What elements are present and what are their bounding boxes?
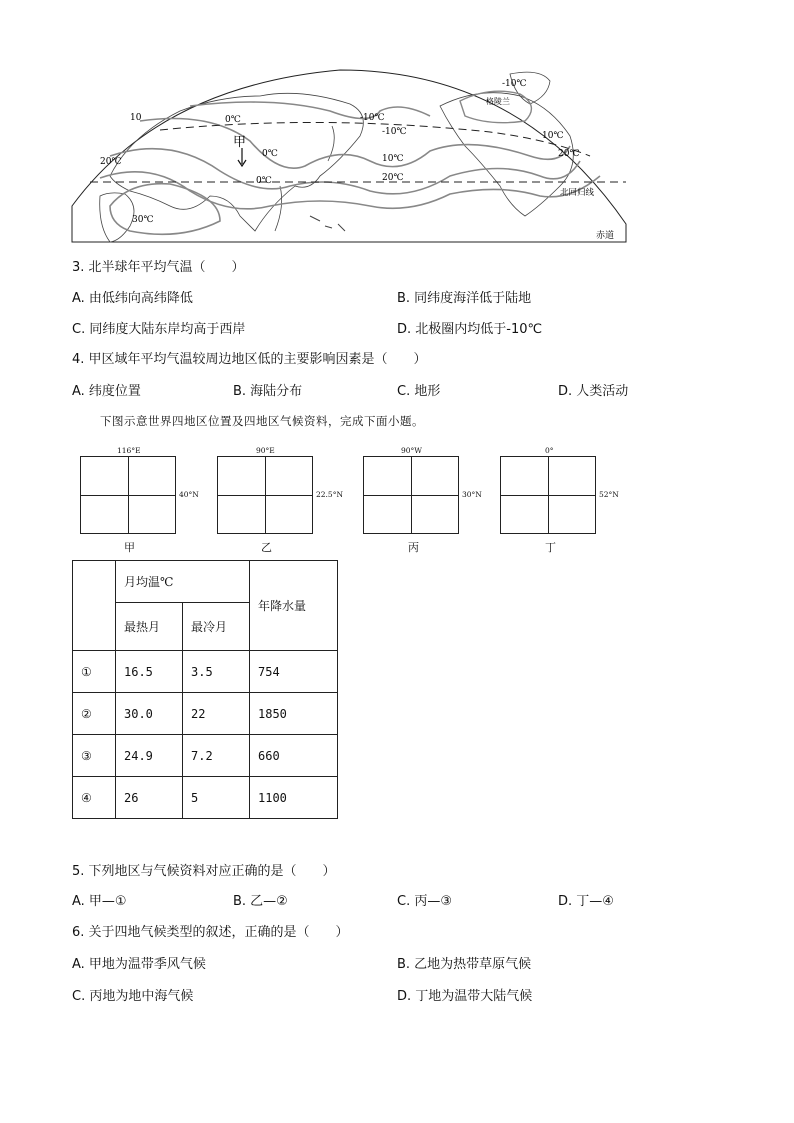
location-grid — [500, 456, 596, 534]
q5-option-d[interactable]: D. 丁—④ — [558, 894, 614, 909]
section-intro: 下图示意世界四地区位置及四地区气候资料，完成下面小题。 — [100, 414, 424, 428]
map-label-30: 30℃ — [132, 215, 154, 225]
location-name: 丙 — [408, 541, 419, 554]
eurasia-outline — [110, 93, 363, 231]
climate-table — [72, 560, 338, 819]
q4-option-a[interactable]: A. 纬度位置 — [72, 384, 141, 399]
row-hot: 16.5 — [116, 651, 183, 693]
table-row — [73, 693, 338, 735]
q5-option-c[interactable]: C. 丙—③ — [397, 894, 452, 909]
map-label-10: 10℃ — [542, 131, 564, 141]
q5-option-b[interactable]: B. 乙—② — [233, 894, 288, 909]
question-6-stem: 6. 关于四地气候类型的叙述，正确的是（ ） — [72, 925, 349, 940]
map-label-0c: 0℃ — [225, 115, 241, 125]
row-cold: 7.2 — [183, 735, 250, 777]
isotherm-map — [70, 66, 630, 246]
location-name: 乙 — [261, 541, 272, 554]
q6-option-a[interactable]: A. 甲地为温带季风气候 — [72, 957, 206, 972]
archipelago-outline — [310, 216, 345, 231]
row-cold: 22 — [183, 693, 250, 735]
question-5-stem: 5. 下列地区与气候资料对应正确的是（ ） — [72, 864, 336, 879]
row-id: ① — [73, 651, 116, 693]
map-label-equator: 赤道 — [596, 231, 615, 241]
map-label-10: 10 — [130, 113, 142, 123]
question-3-stem: 3. 北半球年平均气温（ ） — [72, 260, 245, 275]
map-label-10: 10℃ — [382, 154, 404, 164]
location-lon: 116°E — [117, 446, 141, 455]
location-grid — [217, 456, 313, 534]
map-label-minus10: -10℃ — [360, 113, 385, 123]
map-label-minus10: -10℃ — [382, 127, 407, 137]
q3-option-d[interactable]: D. 北极圈内均低于-10℃ — [397, 322, 543, 337]
map-label-greenland: 格陵兰 — [486, 97, 510, 106]
indochina-outline — [275, 186, 282, 231]
map-label-20: 20℃ — [100, 157, 122, 167]
row-rain: 1100 — [250, 777, 338, 819]
map-label-minus10: -10℃ — [502, 79, 527, 89]
location-lon: 90°W — [401, 446, 423, 455]
row-id: ③ — [73, 735, 116, 777]
location-lat: 30°N — [462, 490, 482, 499]
row-hot: 24.9 — [116, 735, 183, 777]
row-hot: 30.0 — [116, 693, 183, 735]
map-label-tropic: 北回归线 — [560, 188, 595, 198]
question-4-stem: 4. 甲区域年平均气温较周边地区低的主要影响因素是（ ） — [72, 352, 427, 367]
header-temp: 月均温℃ — [116, 561, 250, 603]
q4-option-c[interactable]: C. 地形 — [397, 384, 441, 399]
q5-option-a[interactable]: A. 甲—① — [72, 894, 127, 909]
row-cold: 5 — [183, 777, 250, 819]
map-label-20: 20℃ — [558, 149, 580, 159]
q3-option-a[interactable]: A. 由低纬向高纬降低 — [72, 291, 193, 306]
location-lon: 0° — [545, 446, 554, 455]
location-lon: 90°E — [256, 446, 275, 455]
location-name: 甲 — [124, 541, 135, 554]
location-lat: 40°N — [179, 490, 199, 499]
location-lat: 52°N — [599, 490, 619, 499]
isotherm-20 — [100, 172, 600, 209]
q3-option-b[interactable]: B. 同纬度海洋低于陆地 — [397, 291, 532, 306]
table-row — [73, 735, 338, 777]
table-row — [73, 651, 338, 693]
map-label-jia: 甲 — [233, 135, 247, 150]
map-label-0c: 0℃ — [262, 149, 278, 159]
header-cold: 最冷月 — [183, 603, 250, 651]
row-hot: 26 — [116, 777, 183, 819]
row-id: ② — [73, 693, 116, 735]
map-label-0c: 0℃ — [256, 176, 272, 186]
location-name: 丁 — [545, 541, 556, 554]
row-rain: 1850 — [250, 693, 338, 735]
row-id: ④ — [73, 777, 116, 819]
location-grid — [363, 456, 459, 534]
q6-option-c[interactable]: C. 丙地为地中海气候 — [72, 989, 194, 1004]
header-rain: 年降水量 — [250, 561, 338, 651]
q6-option-b[interactable]: B. 乙地为热带草原气候 — [397, 957, 532, 972]
map-label-20: 20℃ — [382, 173, 404, 183]
location-grid — [80, 456, 176, 534]
row-rain: 660 — [250, 735, 338, 777]
africa-outline — [100, 193, 134, 242]
q6-option-d[interactable]: D. 丁地为温带大陆气候 — [397, 989, 533, 1004]
table-row — [73, 777, 338, 819]
row-cold: 3.5 — [183, 651, 250, 693]
location-lat: 22.5°N — [316, 490, 344, 499]
q4-option-b[interactable]: B. 海陆分布 — [233, 384, 303, 399]
row-rain: 754 — [250, 651, 338, 693]
q4-option-d[interactable]: D. 人类活动 — [558, 384, 629, 399]
header-hot: 最热月 — [116, 603, 183, 651]
isotherm-30 — [110, 184, 220, 235]
q3-option-c[interactable]: C. 同纬度大陆东岸均高于西岸 — [72, 322, 246, 337]
